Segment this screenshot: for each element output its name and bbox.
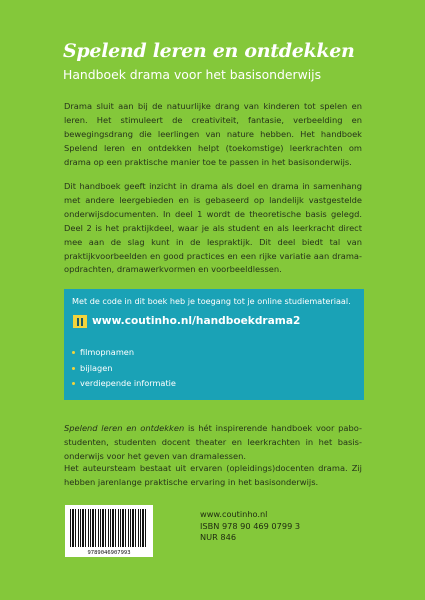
description-paragraph-3: Spelend leren en ontdekken is hét inspirerende handboek voor pabo-studenten, studenten docent theater en leerkrachten in het basis-onderwijs voor het geven van dramalessen.	[64, 423, 362, 461]
list-item: bijlagen	[72, 361, 176, 377]
nur-code: NUR 846	[200, 532, 237, 542]
bullet-icon	[72, 351, 75, 354]
barcode-bars	[70, 509, 148, 547]
online-material-box	[64, 289, 364, 400]
description-paragraph-2: Dit handboek geeft inzicht in drama als doel en drama in samenhang met andere leergebieden en is gebaseerd op landelijk vastgestelde onderwijsdocumenten. In deel 1 wordt de theoretische basis gelegd. Deel 2 is het praktijkdeel, waar je als student en als leerkracht direct mee aan de slag kunt in de lespraktijk. Dit deel biedt tal van praktijkvoorbeelden en good practices en een rijke variatie aan drama-opdrachten, dramawerkvormen en voorbeeldlessen.	[64, 181, 362, 275]
isbn-number: ISBN 978 90 469 0799 3	[200, 520, 301, 531]
online-material-list	[72, 345, 176, 392]
book-subtitle: Handboek drama voor het basisonderwijs	[63, 67, 322, 82]
online-material-link[interactable]: www.coutinho.nl/handboekdrama2	[92, 315, 301, 327]
publication-meta	[200, 509, 300, 544]
description-paragraph-1: Drama sluit aan bij de natuurlijke drang van kinderen tot spelen en leren. Het stimuleert de creativiteit, fantasie, verbeelding en bewegingsdrang die leerlingen van nature hebben. Het handboek Spelend leren en ontdekken helpt (toekomstige) leerkrachten om drama op een praktische manier toe te passen in het basisonderwijs.	[64, 101, 362, 167]
barcode-number: 9789046907993	[87, 550, 131, 556]
bullet-icon	[72, 382, 75, 385]
list-item: filmopnamen	[72, 345, 176, 361]
list-item: verdiepende informatie	[72, 376, 176, 392]
isbn-barcode	[65, 505, 153, 557]
publisher-website[interactable]: www.coutinho.nl	[200, 509, 268, 519]
book-title: Spelend leren en ontdekken	[63, 40, 355, 62]
book-title-emphasis: Spelend leren en ontdekken	[64, 423, 185, 433]
online-material-intro: Met de code in dit boek heb je toegang tot je online studiemateriaal.	[72, 296, 351, 306]
description-paragraph-4: Het auteursteam bestaat uit ervaren (opleidings)docenten drama. Zij hebben jarenlange praktische ervaring in het basisonderwijs.	[64, 463, 362, 487]
coutinho-logo-icon	[73, 315, 87, 328]
bullet-icon	[72, 367, 75, 370]
